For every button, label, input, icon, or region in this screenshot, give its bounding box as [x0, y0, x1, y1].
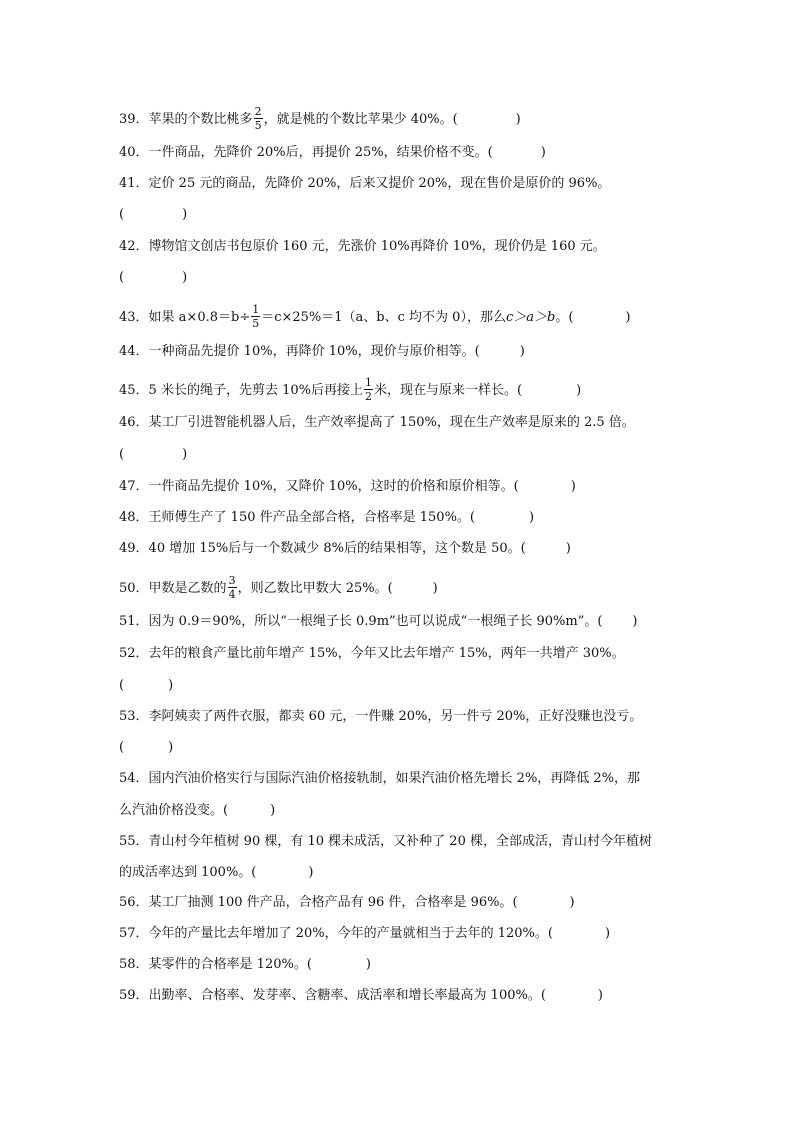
paren-close: ) [570, 479, 576, 494]
question-text: ．某工厂引进智能机器人后，生产效率提高了 150%，现在生产效率是原来的 2.5 倍。 [135, 415, 635, 430]
question-text: ．如果 a×0.8＝b÷ [135, 310, 251, 325]
question-number: 53 [119, 709, 136, 724]
paren-close: ) [515, 112, 521, 127]
paren-close: ) [569, 895, 575, 910]
question-number: 58 [119, 957, 136, 972]
question-number: 44 [119, 344, 136, 359]
question-number: 50 [119, 581, 136, 596]
paren-open: ( [119, 678, 125, 693]
fraction-numerator: 2 [254, 105, 262, 118]
paren-close: ) [529, 510, 535, 525]
question-text: ＝c×25%＝1（a、b、c 均不为 0），那么 [261, 310, 506, 325]
paren-close: ) [432, 581, 438, 596]
question-number: 56 [119, 895, 136, 910]
question-42 [119, 238, 679, 256]
fraction-denominator: 5 [252, 317, 260, 330]
question-45 [119, 376, 679, 403]
question-43 [119, 303, 679, 330]
fraction-numerator: 3 [228, 574, 236, 587]
question-number: 41 [119, 176, 136, 191]
fraction-denominator: 2 [364, 390, 372, 403]
question-text: ，则乙数比甲数大 25%。( [237, 581, 393, 596]
question-text: ．5 米长的绳子，先剪去 10%后再接上 [135, 383, 363, 398]
question-number: 57 [119, 926, 136, 941]
question-52 [119, 645, 679, 663]
fraction-numerator: 1 [364, 376, 372, 389]
question-number: 51 [119, 614, 136, 629]
paren-close: ) [168, 740, 174, 755]
question-text: ．苹果的个数比桃多 [135, 112, 253, 127]
question-text: ，就是桃的个数比苹果少 40%。( [263, 112, 458, 127]
question-number: 59 [119, 988, 136, 1003]
question-number: 46 [119, 415, 136, 430]
fraction [228, 575, 237, 600]
question-46 [119, 414, 679, 432]
question-number: 40 [119, 145, 136, 160]
question-text: 的成活率达到 100%。( [119, 865, 257, 880]
question-text: ．某工厂抽测 100 件产品，合格产品有 96 件，合格率是 96%。( [135, 895, 518, 910]
question-text: ．一件商品先提价 10%，又降价 10%，这时的价格和原价相等。( [135, 479, 519, 494]
paren-close: ) [182, 207, 188, 222]
answer-line-41 [119, 206, 679, 224]
paren-close: ) [632, 614, 638, 629]
question-number: 39 [119, 112, 136, 127]
question-number: 49 [119, 541, 136, 556]
question-text: ．一种商品先提价 10%，再降价 10%，现价与原价相等。( [135, 344, 480, 359]
paren-open: ( [119, 270, 125, 285]
fraction [254, 106, 263, 131]
variable-inequality: c＞a＞b [505, 310, 556, 325]
question-56 [119, 894, 679, 912]
question-number: 52 [119, 646, 136, 661]
question-number: 42 [119, 239, 136, 254]
question-text: ．出勤率、合格率、发芽率、含糖率、成活率和增长率最高为 100%。( [135, 988, 546, 1003]
question-54 [119, 770, 679, 788]
paren-close: ) [182, 270, 188, 285]
question-text: ．因为 0.9＝90%，所以“一根绳子长 0.9m”也可以说成“一根绳子长 90%m”。( [135, 614, 603, 629]
paren-close: ) [597, 988, 603, 1003]
question-number: 47 [119, 479, 136, 494]
question-44 [119, 343, 679, 361]
question-text: ．去年的粮食产量比前年增产 15%，今年又比去年增产 15%，两年一共增产 30%。 [135, 646, 625, 661]
question-text: 米，现在与原来一样长。( [373, 383, 523, 398]
question-text: ．李阿姨卖了两件衣服，都卖 60 元，一件赚 20%，另一件亏 20%，正好没赚也没亏。 [135, 709, 643, 724]
question-number: 43 [119, 310, 136, 325]
paren-close: ) [540, 145, 546, 160]
question-55-cont [119, 864, 679, 882]
question-number: 54 [119, 771, 136, 786]
question-text: ．今年的产量比去年增加了 20%，今年的产量就相当于去年的 120%。( [135, 926, 553, 941]
paren-close: ) [308, 865, 314, 880]
paren-open: ( [119, 207, 125, 222]
question-50 [119, 574, 679, 601]
fraction [251, 304, 260, 329]
paren-close: ) [625, 310, 631, 325]
question-number: 48 [119, 510, 136, 525]
answer-line-53 [119, 739, 679, 757]
question-53 [119, 708, 679, 726]
question-57 [119, 925, 679, 943]
question-number: 45 [119, 383, 136, 398]
question-text: ．王师傅生产了 150 件产品全部合格，合格率是 150%。( [135, 510, 475, 525]
question-text: ．某零件的合格率是 120%。( [135, 957, 312, 972]
paren-close: ) [270, 803, 276, 818]
answer-line-46 [119, 446, 679, 464]
question-text: 。( [555, 310, 574, 325]
question-text: ．定价 25 元的商品，先降价 20%，后来又提价 20%，现在售价是原价的 96%。 [135, 176, 611, 191]
answer-line-42 [119, 269, 679, 287]
fraction-denominator: 4 [228, 588, 236, 601]
paren-close: ) [168, 678, 174, 693]
paren-close: ) [604, 926, 611, 941]
question-55 [119, 833, 679, 851]
question-text: ．博物馆文创店书包原价 160 元，先涨价 10%再降价 10%，现价仍是 160 元。 [135, 239, 606, 254]
fraction [364, 377, 373, 402]
paren-close: ) [182, 447, 188, 462]
paren-close: ) [519, 344, 525, 359]
question-text: ．甲数是乙数的 [135, 581, 227, 596]
question-text: ．青山村今年植树 90 棵，有 10 棵未成活，又补种了 20 棵，全部成活，青山村今年植树 [135, 834, 652, 849]
question-39 [119, 105, 679, 132]
question-text: ．国内汽油价格实行与国际汽油价格接轨制，如果汽油价格先增长 2%，再降低 2%，那 [135, 771, 641, 786]
question-41 [119, 175, 679, 193]
paren-open: ( [119, 447, 125, 462]
paren-open: ( [119, 740, 125, 755]
question-text: 么汽油价格没变。( [119, 803, 229, 818]
question-59 [119, 987, 679, 1005]
question-number: 55 [119, 834, 136, 849]
question-54-cont [119, 802, 679, 820]
question-text: ．一件商品，先降价 20%后，再提价 25%，结果价格不变。( [135, 145, 493, 160]
question-48 [119, 509, 679, 527]
paren-close: ) [365, 957, 371, 972]
question-49 [119, 540, 679, 558]
question-40 [119, 144, 679, 162]
fraction-denominator: 5 [254, 119, 262, 132]
answer-line-52 [119, 677, 679, 695]
paren-close: ) [565, 541, 571, 556]
question-text: ．40 增加 15%后与一个数减少 8%后的结果相等，这个数是 50。( [135, 541, 526, 556]
question-58 [119, 956, 679, 974]
paren-close: ) [576, 383, 582, 398]
question-47 [119, 478, 679, 496]
question-51 [119, 613, 679, 631]
fraction-numerator: 1 [252, 303, 260, 316]
